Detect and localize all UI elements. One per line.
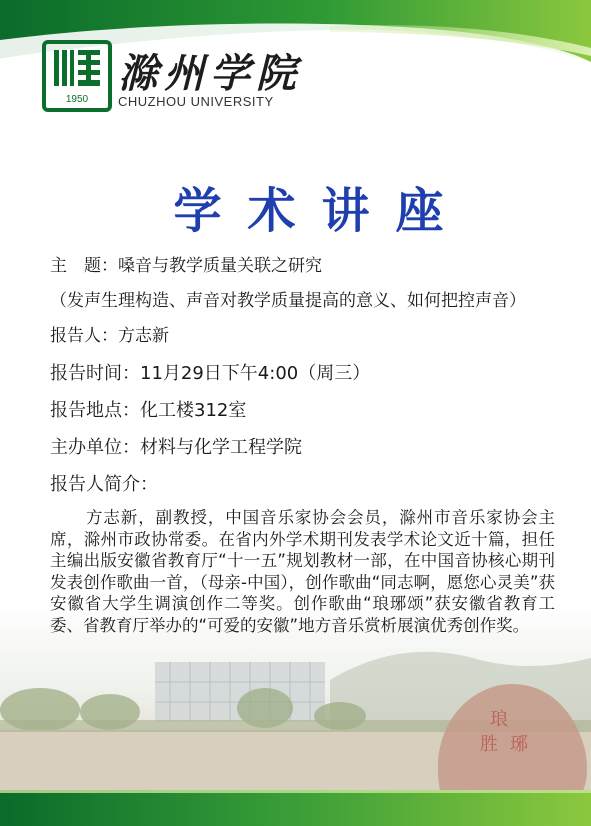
speaker-value: 方志新 <box>118 326 169 346</box>
place-row <box>50 400 246 422</box>
chuzhou-university-emblem-icon <box>42 40 112 112</box>
host-label: 主办单位： <box>50 437 140 458</box>
footer-green-band <box>0 790 591 826</box>
speaker-bio: 方志新，副教授，中国音乐家协会会员，滁州市音乐家协会主席，滁州市政协常委。在省内外学术期刊发表学术论文近十篇，担任主编出版安徽省教育厅“十一五”规划教材一部，在中国音协核心期刊发表创作歌曲一首，（母亲-中国），创作歌曲“同志啊，愿您心灵美”获安徽省大学生调演创作二等奖。创作歌曲“琅琊颂”获安徽省教育工委、省教育厅举办的“可爱的安徽”地方音乐赏析展演优秀创作奖。 <box>50 508 555 635</box>
page-title: 学术讲座 <box>173 183 470 239</box>
svg-text:胜: 胜 <box>480 734 498 755</box>
time-label: 报告时间： <box>50 363 140 384</box>
university-emblem <box>42 40 112 112</box>
topic-subtitle: （发声生理构造、声音对教学质量提高的意义、如何把控声音） <box>50 291 526 311</box>
svg-text:琅: 琅 <box>490 709 508 730</box>
university-name-en: CHUZHOU UNIVERSITY <box>118 94 274 109</box>
time-row <box>50 363 370 385</box>
bio-label: 报告人简介： <box>50 474 158 495</box>
topic-value: 嗓音与教学质量关联之研究 <box>118 256 322 276</box>
university-name-cn: 滁州学院 <box>118 50 302 97</box>
speaker-row <box>50 325 169 347</box>
logo-year: 1950 <box>65 94 89 105</box>
place-label: 报告地点： <box>50 400 140 421</box>
time-value: 11月29日下午4:00（周三） <box>140 363 371 384</box>
speaker-label: 报告人： <box>50 326 118 346</box>
host-value: 材料与化学工程学院 <box>140 437 302 458</box>
topic-label: 主 题： <box>50 256 118 276</box>
place-value: 化工楼312室 <box>140 400 247 421</box>
svg-text:琊: 琊 <box>510 734 528 755</box>
host-row <box>50 437 302 459</box>
topic-row <box>50 255 322 277</box>
